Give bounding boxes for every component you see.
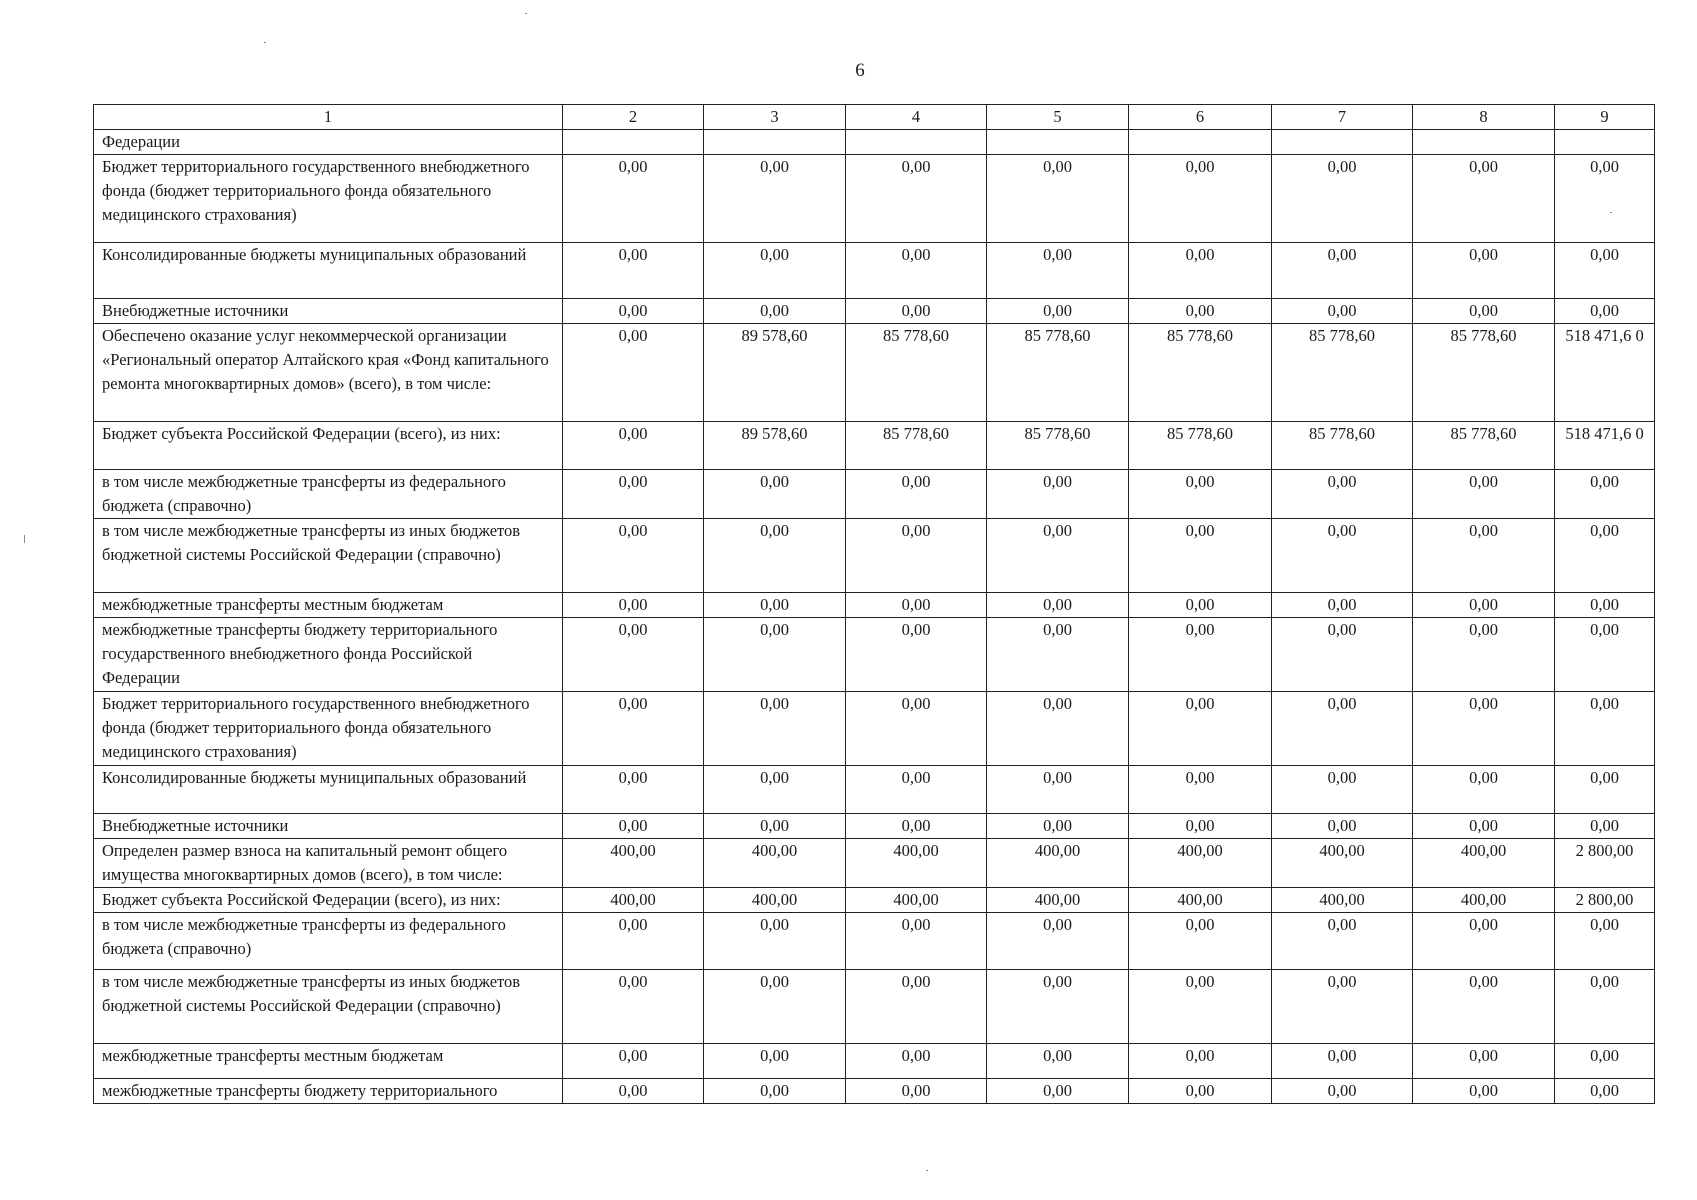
value-cell: 0,00: [1129, 766, 1272, 814]
column-header: 9: [1555, 105, 1655, 130]
table-row: [94, 299, 1655, 324]
table-row: [94, 913, 1655, 970]
value-cell: 0,00: [563, 913, 704, 970]
scan-speck: [525, 13, 527, 14]
table-row: [94, 422, 1655, 470]
value-cell: 0,00: [1413, 593, 1555, 618]
value-cell: 0,00: [1413, 1079, 1555, 1104]
value-cell: 85 778,60: [1129, 324, 1272, 422]
value-cell: 0,00: [1555, 593, 1655, 618]
value-cell: 0,00: [704, 470, 846, 519]
value-cell: 0,00: [987, 766, 1129, 814]
value-cell: 0,00: [563, 324, 704, 422]
row-label: Бюджет субъекта Российской Федерации (всего), из них:: [94, 422, 563, 470]
value-cell: 400,00: [563, 888, 704, 913]
value-cell: 0,00: [987, 299, 1129, 324]
value-cell: [1555, 130, 1655, 155]
value-cell: [1129, 130, 1272, 155]
row-label: в том числе межбюджетные трансферты из федерального бюджета (справочно): [94, 913, 563, 970]
value-cell: 0,00: [987, 618, 1129, 692]
value-cell: 0,00: [987, 970, 1129, 1044]
value-cell: 0,00: [846, 692, 987, 766]
value-cell: 0,00: [704, 618, 846, 692]
value-cell: 0,00: [1555, 692, 1655, 766]
value-cell: 0,00: [1272, 692, 1413, 766]
table-row: [94, 839, 1655, 888]
value-cell: 0,00: [1129, 618, 1272, 692]
value-cell: 0,00: [1555, 299, 1655, 324]
value-cell: 0,00: [846, 299, 987, 324]
value-cell: 2 800,00: [1555, 888, 1655, 913]
value-cell: [1272, 130, 1413, 155]
table-row: [94, 814, 1655, 839]
value-cell: 0,00: [1555, 814, 1655, 839]
value-cell: 518 471,6 0: [1555, 422, 1655, 470]
value-cell: 0,00: [704, 155, 846, 243]
value-cell: 0,00: [704, 766, 846, 814]
value-cell: 85 778,60: [1272, 324, 1413, 422]
table-row: [94, 155, 1655, 243]
value-cell: 2 800,00: [1555, 839, 1655, 888]
row-label: Определен размер взноса на капитальный ремонт общего имущества многоквартирных домов (всего), в том числе:: [94, 839, 563, 888]
value-cell: 85 778,60: [987, 422, 1129, 470]
value-cell: 0,00: [1272, 913, 1413, 970]
value-cell: 0,00: [1555, 243, 1655, 299]
value-cell: 0,00: [1555, 155, 1655, 243]
value-cell: 0,00: [1413, 692, 1555, 766]
value-cell: 0,00: [1129, 155, 1272, 243]
value-cell: 0,00: [846, 618, 987, 692]
table-row: [94, 593, 1655, 618]
value-cell: 400,00: [987, 839, 1129, 888]
value-cell: 0,00: [987, 470, 1129, 519]
table-row: [94, 324, 1655, 422]
row-label: Внебюджетные источники: [94, 299, 563, 324]
value-cell: 0,00: [563, 1079, 704, 1104]
value-cell: 0,00: [987, 519, 1129, 593]
value-cell: 0,00: [1272, 243, 1413, 299]
value-cell: 400,00: [1272, 839, 1413, 888]
value-cell: 0,00: [846, 470, 987, 519]
value-cell: 0,00: [1413, 470, 1555, 519]
scan-speck: [926, 1170, 928, 1171]
value-cell: 0,00: [563, 519, 704, 593]
value-cell: 0,00: [1129, 519, 1272, 593]
row-label: Бюджет территориального государственного внебюджетного фонда (бюджет территориального фонда обязательного медицинского страхования): [94, 155, 563, 243]
value-cell: 0,00: [987, 913, 1129, 970]
row-label: в том числе межбюджетные трансферты из иных бюджетов бюджетной системы Российской Федерации (справочно): [94, 970, 563, 1044]
row-label: Бюджет территориального государственного внебюджетного фонда (бюджет территориального фонда обязательного медицинского страхования): [94, 692, 563, 766]
value-cell: 0,00: [1413, 1044, 1555, 1079]
value-cell: 0,00: [987, 814, 1129, 839]
value-cell: 400,00: [1413, 888, 1555, 913]
table-row: [94, 888, 1655, 913]
value-cell: 0,00: [846, 1079, 987, 1104]
value-cell: 0,00: [1129, 1079, 1272, 1104]
value-cell: 89 578,60: [704, 324, 846, 422]
value-cell: 85 778,60: [987, 324, 1129, 422]
column-header: 2: [563, 105, 704, 130]
value-cell: 0,00: [1413, 299, 1555, 324]
value-cell: 400,00: [846, 888, 987, 913]
value-cell: 0,00: [987, 243, 1129, 299]
value-cell: 0,00: [563, 618, 704, 692]
value-cell: 0,00: [563, 1044, 704, 1079]
value-cell: 0,00: [846, 155, 987, 243]
value-cell: 0,00: [1555, 519, 1655, 593]
value-cell: 0,00: [563, 814, 704, 839]
value-cell: 400,00: [1272, 888, 1413, 913]
table-row: [94, 243, 1655, 299]
value-cell: 0,00: [1555, 618, 1655, 692]
table-row: [94, 1044, 1655, 1079]
value-cell: 0,00: [704, 970, 846, 1044]
value-cell: 0,00: [563, 155, 704, 243]
value-cell: 0,00: [846, 766, 987, 814]
value-cell: 400,00: [704, 839, 846, 888]
value-cell: 518 471,6 0: [1555, 324, 1655, 422]
value-cell: 0,00: [1555, 913, 1655, 970]
value-cell: 0,00: [987, 692, 1129, 766]
value-cell: 0,00: [987, 1044, 1129, 1079]
value-cell: 0,00: [1555, 766, 1655, 814]
value-cell: 0,00: [704, 519, 846, 593]
value-cell: 0,00: [1129, 470, 1272, 519]
value-cell: 400,00: [1413, 839, 1555, 888]
row-label: межбюджетные трансферты бюджету территориального государственного внебюджетного фонда Российской Федерации: [94, 618, 563, 692]
value-cell: 0,00: [1413, 814, 1555, 839]
value-cell: 85 778,60: [1413, 324, 1555, 422]
row-label: Бюджет субъекта Российской Федерации (всего), из них:: [94, 888, 563, 913]
value-cell: 0,00: [563, 593, 704, 618]
row-label: в том числе межбюджетные трансферты из федерального бюджета (справочно): [94, 470, 563, 519]
value-cell: 400,00: [1129, 888, 1272, 913]
value-cell: 0,00: [704, 1044, 846, 1079]
value-cell: 0,00: [1129, 913, 1272, 970]
value-cell: 0,00: [1555, 970, 1655, 1044]
value-cell: 0,00: [846, 593, 987, 618]
value-cell: 89 578,60: [704, 422, 846, 470]
column-header: 4: [846, 105, 987, 130]
value-cell: 0,00: [704, 299, 846, 324]
value-cell: 0,00: [704, 243, 846, 299]
value-cell: 0,00: [1413, 766, 1555, 814]
value-cell: 0,00: [1129, 692, 1272, 766]
scan-speck: [1610, 212, 1612, 213]
value-cell: 0,00: [846, 243, 987, 299]
value-cell: 400,00: [1129, 839, 1272, 888]
value-cell: 0,00: [846, 519, 987, 593]
table-row: [94, 130, 1655, 155]
row-label: в том числе межбюджетные трансферты из иных бюджетов бюджетной системы Российской Федерации (справочно): [94, 519, 563, 593]
budget-table: [93, 104, 1655, 1104]
table-body: [94, 130, 1655, 1104]
column-header: 8: [1413, 105, 1555, 130]
value-cell: 0,00: [1272, 519, 1413, 593]
value-cell: 0,00: [704, 593, 846, 618]
value-cell: 0,00: [1555, 1044, 1655, 1079]
row-label: Консолидированные бюджеты муниципальных образований: [94, 243, 563, 299]
value-cell: 0,00: [987, 1079, 1129, 1104]
value-cell: 85 778,60: [1413, 422, 1555, 470]
value-cell: [704, 130, 846, 155]
value-cell: [846, 130, 987, 155]
value-cell: 0,00: [1272, 814, 1413, 839]
value-cell: 0,00: [704, 1079, 846, 1104]
page-number: 6: [855, 60, 865, 81]
table-row: [94, 1079, 1655, 1104]
value-cell: 0,00: [1555, 1079, 1655, 1104]
value-cell: 0,00: [1272, 155, 1413, 243]
value-cell: 0,00: [1413, 243, 1555, 299]
column-header: 7: [1272, 105, 1413, 130]
table-row: [94, 766, 1655, 814]
value-cell: 0,00: [1272, 593, 1413, 618]
value-cell: 0,00: [563, 299, 704, 324]
value-cell: 0,00: [563, 766, 704, 814]
value-cell: 0,00: [1129, 814, 1272, 839]
row-label: межбюджетные трансферты местным бюджетам: [94, 593, 563, 618]
value-cell: 0,00: [1413, 519, 1555, 593]
row-label: межбюджетные трансферты бюджету территориального: [94, 1079, 563, 1104]
value-cell: 0,00: [1272, 299, 1413, 324]
value-cell: 0,00: [846, 814, 987, 839]
value-cell: 0,00: [1129, 243, 1272, 299]
column-header: 1: [94, 105, 563, 130]
table-row: [94, 692, 1655, 766]
value-cell: 0,00: [1272, 766, 1413, 814]
value-cell: 0,00: [1413, 618, 1555, 692]
column-header: 5: [987, 105, 1129, 130]
value-cell: 0,00: [846, 970, 987, 1044]
value-cell: 0,00: [704, 913, 846, 970]
value-cell: [1413, 130, 1555, 155]
value-cell: 85 778,60: [1129, 422, 1272, 470]
value-cell: 400,00: [846, 839, 987, 888]
value-cell: 0,00: [704, 692, 846, 766]
column-header: 6: [1129, 105, 1272, 130]
value-cell: 0,00: [563, 970, 704, 1044]
column-header: 3: [704, 105, 846, 130]
value-cell: 0,00: [704, 814, 846, 839]
value-cell: 0,00: [1129, 970, 1272, 1044]
value-cell: 0,00: [1272, 1079, 1413, 1104]
row-label: Внебюджетные источники: [94, 814, 563, 839]
row-label: Федерации: [94, 130, 563, 155]
value-cell: 0,00: [846, 913, 987, 970]
value-cell: 400,00: [563, 839, 704, 888]
value-cell: 400,00: [704, 888, 846, 913]
value-cell: [987, 130, 1129, 155]
header-row: [94, 105, 1655, 130]
value-cell: 85 778,60: [846, 324, 987, 422]
value-cell: 0,00: [1129, 593, 1272, 618]
value-cell: [563, 130, 704, 155]
value-cell: 0,00: [1555, 470, 1655, 519]
value-cell: 0,00: [1413, 155, 1555, 243]
value-cell: 0,00: [563, 692, 704, 766]
value-cell: 0,00: [987, 593, 1129, 618]
value-cell: 0,00: [1413, 913, 1555, 970]
scan-speck: [264, 42, 266, 43]
value-cell: 85 778,60: [1272, 422, 1413, 470]
row-label: Обеспечено оказание услуг некоммерческой организации «Региональный оператор Алтайского края «Фонд капитального ремонта многоквартирных домов» (всего), в том числе:: [94, 324, 563, 422]
value-cell: 0,00: [1129, 1044, 1272, 1079]
value-cell: 0,00: [1272, 970, 1413, 1044]
value-cell: 0,00: [1129, 299, 1272, 324]
value-cell: 0,00: [987, 155, 1129, 243]
value-cell: 0,00: [1272, 470, 1413, 519]
row-label: Консолидированные бюджеты муниципальных образований: [94, 766, 563, 814]
value-cell: 0,00: [846, 1044, 987, 1079]
value-cell: 0,00: [563, 470, 704, 519]
table-row: [94, 970, 1655, 1044]
table-row: [94, 519, 1655, 593]
table-row: [94, 470, 1655, 519]
scan-speck: [24, 535, 25, 543]
value-cell: 0,00: [563, 422, 704, 470]
value-cell: 0,00: [563, 243, 704, 299]
table-row: [94, 618, 1655, 692]
value-cell: 85 778,60: [846, 422, 987, 470]
value-cell: 0,00: [1272, 618, 1413, 692]
value-cell: 0,00: [1413, 970, 1555, 1044]
value-cell: 0,00: [1272, 1044, 1413, 1079]
row-label: межбюджетные трансферты местным бюджетам: [94, 1044, 563, 1079]
value-cell: 400,00: [987, 888, 1129, 913]
